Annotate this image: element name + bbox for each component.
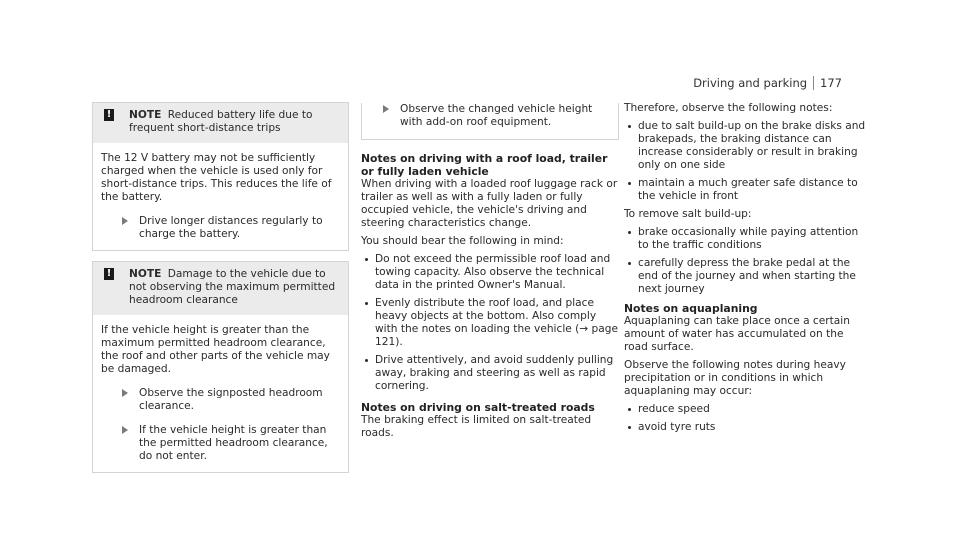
notice-body — [93, 143, 348, 250]
list-item: Evenly distribute the roof load, and place heavy objects at the bottom. Also comply with the notes on loading the vehicle (→ page 121). — [361, 297, 619, 349]
list-item: brake occasionally while paying attention to the traffic conditions — [624, 226, 870, 252]
section-heading: Notes on driving on salt-treated roads — [361, 401, 595, 414]
list-item: carefully depress the brake pedal at the end of the journey and when starting the next journey — [624, 257, 870, 296]
paragraph: To remove salt build-up: — [624, 208, 752, 220]
notice-title: Damage to the vehicle due to not observing the maximum permitted headroom clearance — [129, 268, 336, 306]
action-step: Observe the signposted headroom clearance. — [101, 387, 340, 413]
bullet-list — [361, 253, 619, 393]
paragraph: When driving with a loaded roof luggage rack or trailer as well as with a fully laden or fully occupied vehicle, the vehicle's driving and steering characteristics change. — [361, 178, 618, 229]
list-item: Drive attentively, and avoid suddenly pulling away, braking and steering as well as rapid cornering. — [361, 354, 619, 393]
notice-text: If the vehicle height is greater than the maximum permitted headroom clearance, the roof and other parts of the vehicle may be damaged. — [101, 324, 330, 375]
action-step: Drive longer distances regularly to charge the battery. — [101, 215, 340, 241]
paragraph: Observe the following notes during heavy precipitation or in conditions in which aquaplaning may occur: — [624, 359, 846, 397]
section-heading: Notes on driving with a roof load, trailer or fully laden vehicle — [361, 152, 608, 178]
bullet-list — [624, 403, 870, 434]
bullet-list — [624, 226, 870, 296]
notice-body — [93, 315, 348, 472]
warning-icon: ! — [104, 268, 114, 280]
action-step: If the vehicle height is greater than the permitted headroom clearance, do not enter. — [101, 424, 340, 463]
column-2 — [361, 102, 619, 440]
bullet-list — [624, 120, 870, 203]
paragraph: Aquaplaning can take place once a certain amount of water has accumulated on the road surface. — [624, 315, 850, 353]
list-item: due to salt build-up on the brake disks and brakepads, the braking distance can increase considerably or result in braking only on one side — [624, 120, 870, 172]
column-3 — [624, 102, 870, 434]
notice-keyword: NOTE — [129, 109, 162, 121]
list-item: avoid tyre ruts — [624, 421, 870, 434]
notice-continuation — [361, 103, 619, 140]
paragraph: The braking effect is limited on salt-treated roads. — [361, 414, 592, 439]
section-heading: Notes on aquaplaning — [624, 302, 758, 315]
column-1 — [92, 102, 349, 483]
list-item: reduce speed — [624, 403, 870, 416]
notice-title: Reduced battery life due to frequent short-distance trips — [129, 109, 313, 134]
notice-header — [93, 262, 348, 315]
page-header — [693, 76, 842, 90]
section-title: Driving and parking — [693, 76, 808, 90]
list-item: maintain a much greater safe distance to the vehicle in front — [624, 177, 870, 203]
page-number: 177 — [813, 76, 842, 90]
paragraph: You should bear the following in mind: — [361, 235, 564, 247]
notice-headroom — [92, 261, 349, 473]
paragraph: Therefore, observe the following notes: — [624, 102, 833, 114]
notice-header — [93, 103, 348, 143]
notice-battery — [92, 102, 349, 251]
list-item: Do not exceed the permissible roof load and towing capacity. Also observe the technical data in the printed Owner's Manual. — [361, 253, 619, 292]
action-step: Observe the changed vehicle height with add-on roof equipment. — [362, 103, 610, 129]
notice-keyword: NOTE — [129, 268, 162, 280]
notice-text: The 12 V battery may not be sufficiently charged when the vehicle is used only for short-distance trips. This reduces the life of the battery. — [101, 152, 332, 203]
warning-icon: ! — [104, 109, 114, 121]
